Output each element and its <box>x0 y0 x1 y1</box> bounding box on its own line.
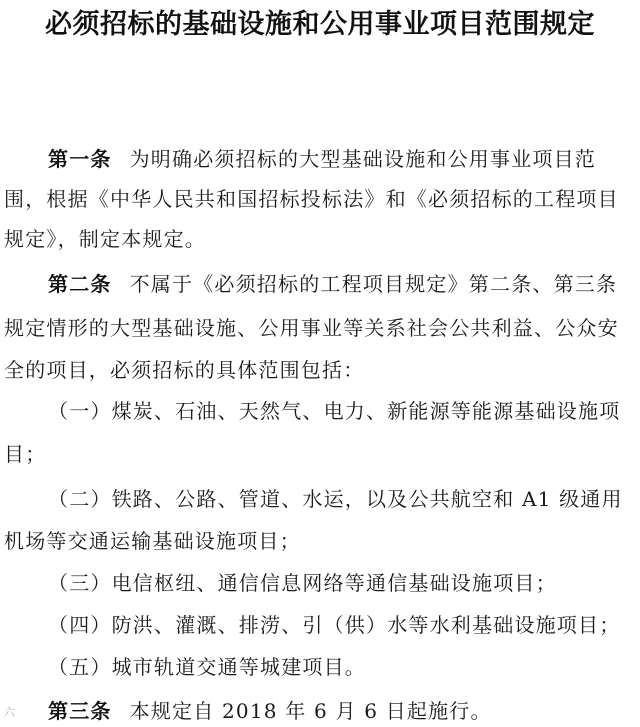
article-1-label: 第一条 <box>48 147 112 171</box>
item-3: （三）电信枢纽、通信信息网络等通信基础设施项目； <box>48 571 557 595</box>
article-2-text-1: 不属于《必须招标的工程项目规定》第二条、第三条 <box>129 272 618 296</box>
article-2-line-3: 全的项目，必须招标的具体范围包括： <box>4 358 365 382</box>
item-2-line-1: （二）铁路、公路、管道、水运，以及公共航空和 A1 级通用 <box>48 487 623 511</box>
article-3-text-1: 本规定自 2018 年 6 月 6 日起施行。 <box>129 699 492 723</box>
item-5: （五）城市轨道交通等城建项目。 <box>48 655 366 679</box>
item-4: （四）防洪、灌溉、排涝、引（供）水等水利基础设施项目； <box>48 613 621 637</box>
article-1-text-1: 为明确必须招标的大型基础设施和公用事业项目范 <box>129 147 597 171</box>
article-1-line-3: 规定》，制定本规定。 <box>4 227 206 251</box>
article-1-line-2: 围，根据《中华人民共和国招标投标法》和《必须招标的工程项目 <box>4 187 619 211</box>
article-3-label: 第三条 <box>48 699 112 723</box>
article-2-line-1 <box>0 271 640 297</box>
document-title: 必须招标的基础设施和公用事业项目范围规定 <box>45 9 595 40</box>
item-1-line-2: 目； <box>4 442 47 466</box>
article-2-line-2: 规定情形的大型基础设施、公用事业等关系社会公共利益、公众安 <box>4 316 619 340</box>
article-3-line-1 <box>0 698 640 724</box>
item-2-line-2: 机场等交通运输基础设施项目； <box>4 529 301 553</box>
watermark-logo: 六 <box>4 706 15 719</box>
article-1-line-1 <box>0 146 640 172</box>
article-2-label: 第二条 <box>48 272 112 296</box>
item-1-line-1: （一）煤炭、石油、天然气、电力、新能源等能源基础设施项 <box>48 399 621 423</box>
